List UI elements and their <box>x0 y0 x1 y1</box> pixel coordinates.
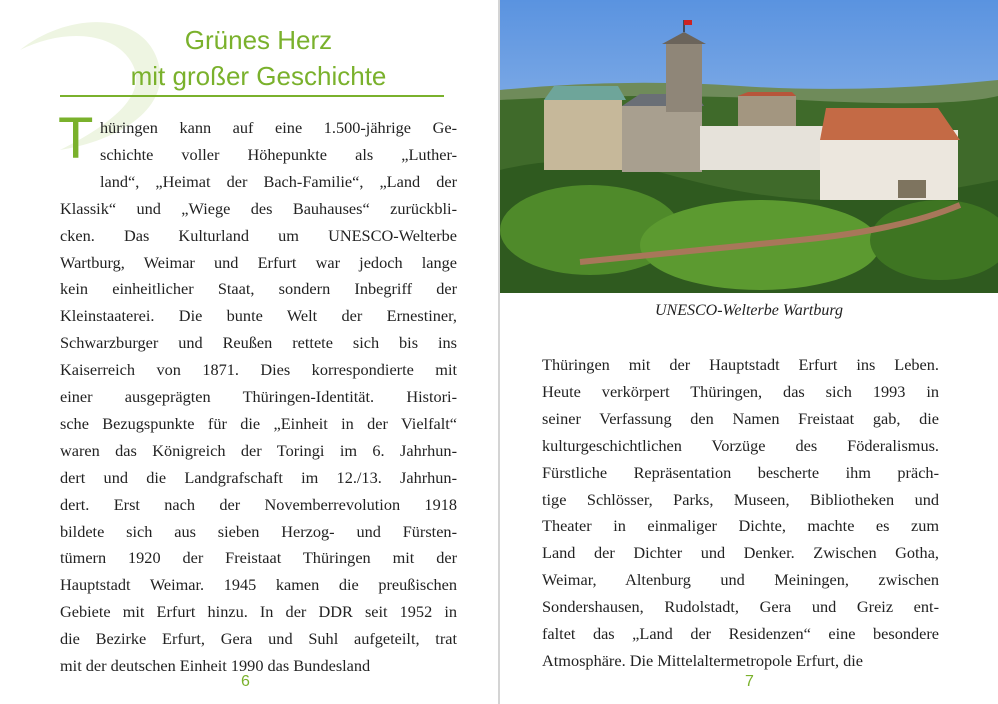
body-line: mit der deutschen Einheit 1990 das Bundesland <box>60 656 371 675</box>
body-line: Kaiserreich von 1871. Dies korrespondierte mit <box>60 360 457 380</box>
body-line: Theater in einmaliger Dichte, machte es zum <box>542 516 939 536</box>
body-line: Thüringen mit der Hauptstadt Erfurt ins Leben. <box>542 355 939 374</box>
body-line: cken. Das Kulturland um UNESCO-Welterbe <box>60 225 457 245</box>
body-line: bildete sich aus sieben Herzog- und Fürsten- <box>60 521 457 541</box>
chapter-title-line-1: Grünes Herz <box>184 25 333 55</box>
body-line: die Bezirke Erfurt, Gera und Suhl aufgeteilt, trat <box>60 629 457 649</box>
right-page <box>500 0 998 704</box>
chapter-title-line-2: mit großer Geschichte <box>130 61 387 91</box>
body-line: tige Schlösser, Parks, Museen, Bibliotheken und <box>542 489 939 509</box>
left-page <box>0 0 498 704</box>
body-line: Heute verkörpert Thüringen, das sich 1993 in <box>542 381 939 401</box>
body-line: dert und die Landgrafschaft im 12./13. Jahrhun- <box>60 467 457 487</box>
body-line: Kleinstaaterei. Die bunte Welt der Ernestiner, <box>60 306 457 326</box>
title-underline <box>60 95 444 97</box>
body-line: schichte voller Höhepunkte als „Luther- <box>100 144 457 164</box>
body-line: Sondershausen, Rudolstadt, Gera und Greiz ent- <box>542 597 939 617</box>
drop-cap: T <box>58 106 94 171</box>
body-line: hüringen kann auf eine 1.500-jährige Ge- <box>100 118 457 137</box>
body-line: seiner Verfassung den Namen Freistaat gab, die <box>542 408 939 428</box>
body-line: dert. Erst nach der Novemberrevolution 1918 <box>60 494 457 514</box>
body-line: tümern 1920 der Freistaat Thüringen mit der <box>60 548 457 568</box>
body-line: Schwarzburger und Reußen rettete sich bis ins <box>60 333 457 353</box>
body-line: waren das Königreich der Toringi im 6. Jahrhun- <box>60 440 457 460</box>
body-line: einer ausgeprägten Thüringen-Identität. Histori- <box>60 387 457 406</box>
body-line: Klassik“ und „Wiege des Bauhauses“ zurückbli- <box>60 198 457 218</box>
photo-caption: UNESCO-Welterbe Wartburg <box>655 302 843 319</box>
body-line: Wartburg, Weimar und Erfurt war jedoch lange <box>60 252 457 272</box>
body-line: sche Bezugspunkte für die „Einheit in der Vielfalt“ <box>60 413 457 433</box>
body-line: land“, „Heimat der Bach-Familie“, „Land der <box>100 171 457 191</box>
body-line: Gebiete mit Erfurt hinzu. In der DDR seit 1952 in <box>60 602 457 622</box>
body-line: Atmosphäre. Die Mittelaltermetropole Erfurt, die <box>542 650 863 670</box>
body-line: faltet das „Land der Residenzen“ eine besondere <box>542 624 939 643</box>
body-line: Fürstliche Repräsentation bescherte ihm präch- <box>542 462 939 482</box>
body-line: Land der Dichter und Denker. Zwischen Gotha, <box>542 543 939 563</box>
body-line: kulturgeschichtlichen Vorzüge des Föderalismus. <box>542 435 939 455</box>
body-line: kein einheitlicher Staat, sondern Inbegriff der <box>60 279 457 299</box>
body-line: Weimar, Altenburg und Meiningen, zwischen <box>542 570 939 590</box>
body-line: Hauptstadt Weimar. 1945 kamen die preußischen <box>60 575 457 595</box>
wartburg-castle-photo <box>500 0 998 293</box>
page-number-right: 7 <box>745 673 754 690</box>
page-number-left: 6 <box>241 673 250 690</box>
